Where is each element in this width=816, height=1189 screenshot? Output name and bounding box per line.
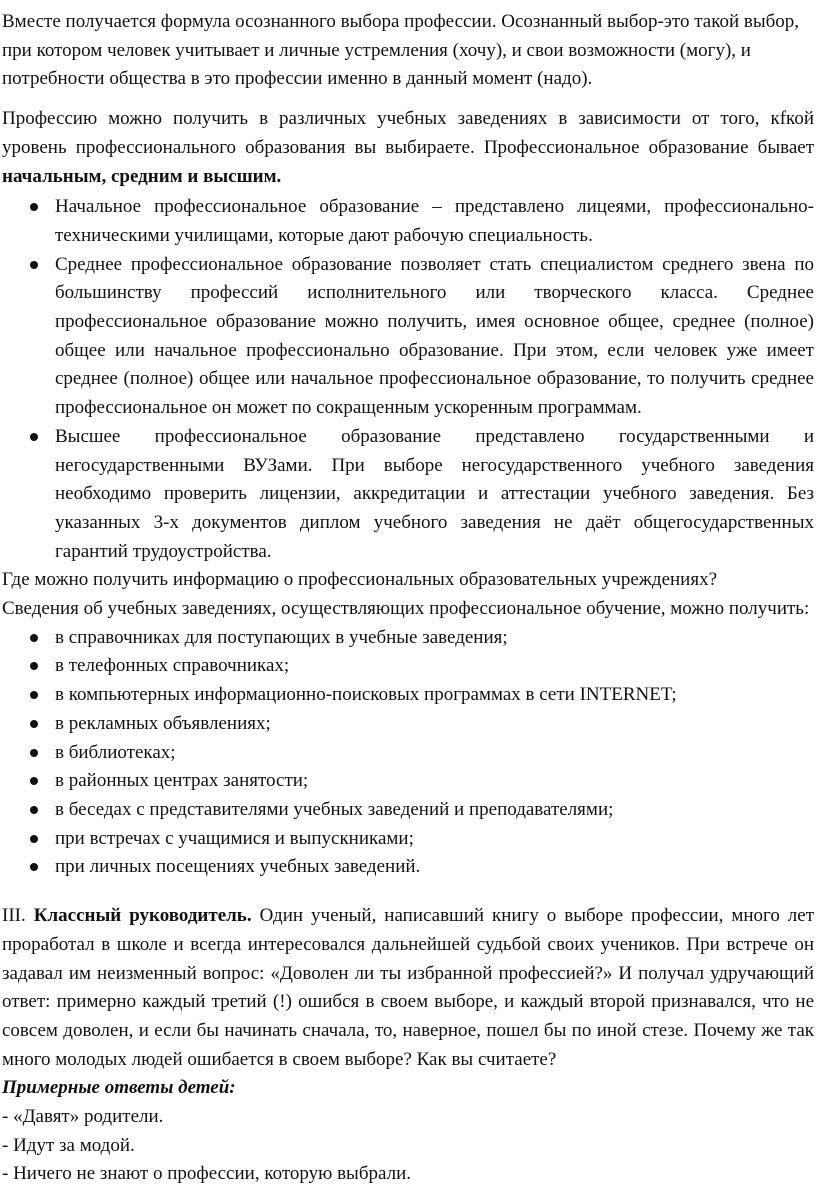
list-item-text: Среднее профессиональное образование позволяет стать специалистом среднего звена по большинству профессий исполнительного или творческого класса. Среднее профессиональное образование можно получить, имея основное общее, среднее (полное) общее или начальное профессионально образование. При этом, если человек уже имеет среднее (полное) общее или начальное профессиональное образование, то получить среднее профессиональное он может по сокращенным ускоренным программам. bbox=[55, 253, 814, 419]
bullet-icon bbox=[30, 691, 38, 699]
paragraph-conscious-choice: Вместе получается формула осознанного выбора профессии. Осознанный выбор-это такой выбор, при котором человек учитывает и личные устремления (хочу), и свои возможности (могу), и потребности общества в это профессии именно в данный момент (надо). bbox=[2, 11, 800, 90]
list-item bbox=[2, 767, 814, 796]
education-levels-bold: начальным, средним и высшим. bbox=[2, 165, 282, 187]
bullet-icon bbox=[30, 662, 38, 670]
list-item-text: Высшее профессиональное образование представлено государственными и негосударственными ВУЗами. При выборе негосударственного учебного заведения необходимо проверить лицензии, аккредитации и аттестации учебного заведения. Без указанных 3-х документов диплом учебного заведения не даёт общегосударственных гарантий трудоустройства. bbox=[55, 425, 814, 562]
bullet-icon bbox=[30, 863, 38, 871]
list-item-text: в районных центрах занятости; bbox=[55, 770, 309, 792]
list-item bbox=[2, 739, 814, 768]
list-item bbox=[2, 825, 814, 854]
list-item bbox=[2, 624, 814, 653]
section-number: III. bbox=[2, 905, 26, 927]
list-item bbox=[2, 423, 814, 567]
bullet-icon bbox=[30, 720, 38, 728]
list-item-text: в справочниках для поступающих в учебные заведения; bbox=[55, 626, 508, 648]
list-item bbox=[2, 681, 814, 710]
education-levels-text: Профессию можно получить в различных учебных заведениях в зависимости от того, кfкой уровень профессионального образования вы выбираете. Профессиональное образование бывает bbox=[2, 108, 814, 158]
list-item-text: Начальное профессиональное образование – представлено лицеями, профессионально-техническими училищами, которые дают рабочую специальность. bbox=[55, 196, 814, 246]
paragraph-education-levels bbox=[2, 105, 814, 191]
answer-line: - «Давят» родители. bbox=[2, 1106, 164, 1128]
bullet-icon bbox=[30, 634, 38, 642]
list-item-text: в телефонных справочниках; bbox=[55, 655, 290, 677]
list-item bbox=[2, 193, 814, 250]
list-item-text: при встречах с учащимися и выпускниками; bbox=[55, 827, 414, 849]
section-class-teacher bbox=[2, 902, 814, 1074]
bullet-icon bbox=[30, 835, 38, 843]
list-item-text: в библиотеках; bbox=[55, 741, 176, 763]
bullet-icon bbox=[30, 777, 38, 785]
list-item bbox=[2, 652, 814, 681]
info-intro: Сведения об учебных заведениях, осуществляющих профессиональное обучение, можно получить: bbox=[2, 598, 810, 620]
bullet-icon bbox=[30, 749, 38, 757]
list-item-text: при личных посещениях учебных заведений. bbox=[55, 856, 421, 878]
list-item-text: в рекламных объявлениях; bbox=[55, 712, 271, 734]
answer-line: - Ничего не знают о профессии, которую выбрали. bbox=[2, 1163, 411, 1185]
section-text: Один ученый, написавший книгу о выборе профессии, много лет проработал в школе и всегда интересовался дальнейшей судьбой своих учеников. При встрече он задавал им неизменный вопрос: «Доволен ли ты избранной профессией?» И получал удручающий ответ: примерно каждый третий (!) ошибся в своем выборе, и каждый второй признавался, что не совсем доволен, и если бы начинать сначала, то, наверное, пошел бы по иной стезе. Почему же так много молодых людей ошибается в своем выборе? Как вы считаете? bbox=[2, 905, 815, 1070]
list-item-text: в беседах с представителями учебных заведений и преподавателями; bbox=[55, 798, 614, 820]
answers-heading: Примерные ответы детей: bbox=[2, 1077, 236, 1099]
list-item-text: в компьютерных информационно-поисковых программах в сети INTERNET; bbox=[55, 684, 677, 706]
bullet-icon bbox=[30, 203, 38, 211]
list-item bbox=[2, 853, 814, 882]
question-line: Где можно получить информацию о профессиональных образовательных учреждениях? bbox=[2, 569, 718, 591]
bullet-icon bbox=[30, 261, 38, 269]
bullet-icon bbox=[30, 433, 38, 441]
list-item bbox=[2, 251, 814, 423]
section-title: Классный руководитель. bbox=[33, 905, 252, 927]
bullet-icon bbox=[30, 806, 38, 814]
education-levels-list bbox=[2, 193, 814, 566]
list-item bbox=[2, 796, 814, 825]
list-item bbox=[2, 710, 814, 739]
answer-line: - Идут за модой. bbox=[2, 1134, 135, 1156]
info-sources-list bbox=[2, 624, 814, 882]
